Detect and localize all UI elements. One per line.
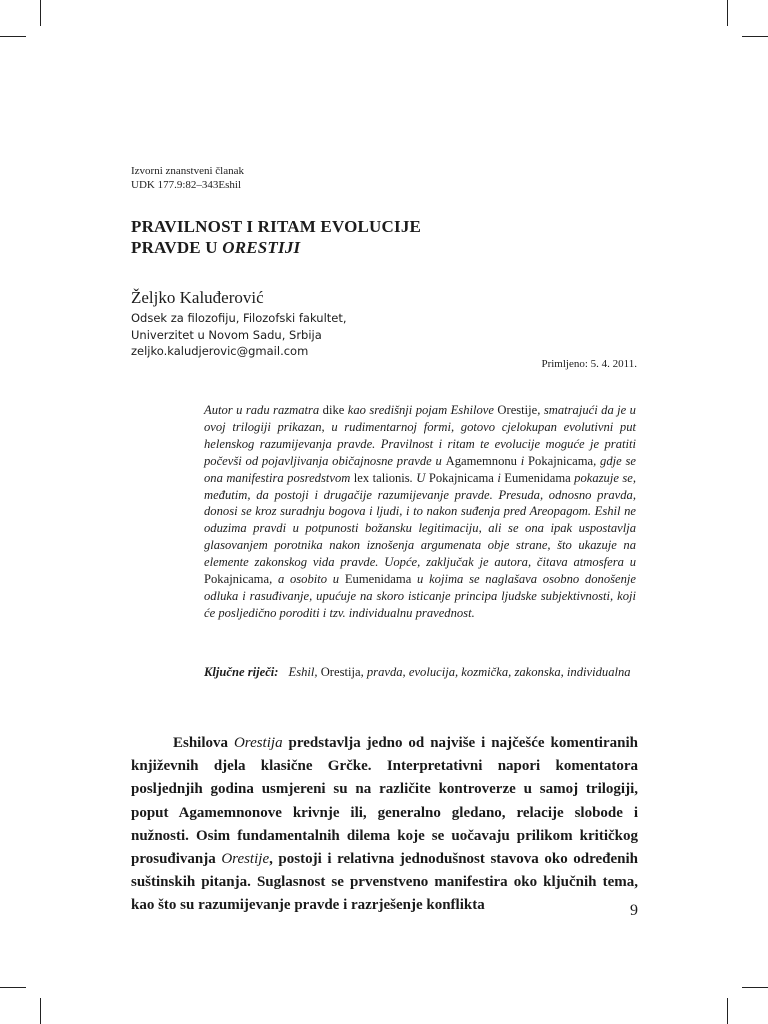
crop-mark-top-left-v bbox=[40, 0, 41, 26]
body-text: , postoji i relativna jednodušnost stavova oko određenih suštinskih pitanja. Suglasnost se prvenstveno manifestira oko ključnih tema, kao što su razumijevanje pravde i razrješenje konflikta bbox=[131, 851, 638, 914]
body-text: predstavlja jedno od najviše i najčešće komentiranih književnih djela klasične Grčke. Interpretativni napori komentatora posljednjih godina usmjereni su na različite kontroverze u samoj trilogiji, poput Agamemnonove krivnje ili, generalno gledano, relacije slobode i nužnosti. Osim fundamentalnih dilema koje se uočavaju prilikom kritičkog prosuđivanja bbox=[131, 735, 638, 868]
abstract-term: Eumenidama bbox=[504, 470, 571, 485]
abstract-term: Pokajnicama bbox=[428, 470, 494, 485]
abstract-term: Pokajnicama bbox=[204, 572, 270, 587]
abstract-term: dike bbox=[322, 403, 345, 417]
abstract-term: Agamemnonu bbox=[445, 453, 517, 468]
author-email[interactable]: zeljko.kaludjerovic@gmail.com bbox=[131, 344, 309, 358]
abstract-text: . U bbox=[409, 470, 429, 485]
abstract-term: Pokajnicama bbox=[528, 453, 594, 468]
crop-mark-bottom-left-v bbox=[40, 998, 41, 1024]
author-name: Željko Kaluđerović bbox=[131, 288, 264, 307]
keywords-list bbox=[289, 664, 636, 681]
abstract-text: Autor u radu razmatra bbox=[204, 403, 323, 417]
abstract-term: Orestije bbox=[497, 403, 538, 417]
title-line-2-prefix: PRAVDE U bbox=[131, 238, 223, 257]
keyword-text: Eshil, bbox=[288, 665, 321, 679]
body-italic: Orestija bbox=[233, 735, 283, 751]
crop-mark-bottom-right-v bbox=[727, 998, 728, 1024]
article-meta bbox=[131, 164, 244, 192]
crop-mark-bottom-left-h bbox=[0, 987, 26, 988]
author-affiliation bbox=[131, 310, 347, 360]
abstract-term: lex talionis bbox=[353, 470, 410, 485]
abstract-text: u kojima se naglašava osobno donošenje odluka i rasuđivanje, upućuje na skoro isticanje principa ljudske subjektivnosti, koji će posljedično poroditi i tzv. individualnu pravednost. bbox=[204, 572, 636, 620]
body-paragraph bbox=[131, 732, 638, 918]
abstract-text: kao središnji pojam Eshilove bbox=[344, 403, 498, 417]
udk-code: UDK 177.9:82–343Eshil bbox=[131, 179, 241, 191]
title-line-1: PRAVILNOST I RITAM EVOLUCIJE bbox=[131, 217, 422, 236]
article-title bbox=[131, 216, 421, 258]
abstract-text: i bbox=[516, 453, 529, 468]
page-number: 9 bbox=[630, 902, 638, 919]
abstract-text: , gdje se ona manifestira posredstvom bbox=[204, 453, 636, 485]
keyword-term: Orestija bbox=[320, 665, 361, 679]
keywords-label: Ključne riječi: bbox=[204, 665, 279, 679]
abstract bbox=[204, 402, 636, 622]
abstract-text: , smatrajući da je u ovoj trilogiji prikazan, u rudimentarnoj formi, gotovo cjelokupan evolutivni put helenskog razumijevanja pravde. Pravilnost i ritam te evolucije moguće je pratiti počevši od pojavljivanja običajnosne pravde u bbox=[204, 403, 636, 468]
abstract-text: pokazuje se, međutim, da postoji i drugačije razumijevanje pravde. Presuda, odnosno pravda, donosi se kroz suradnju bogova i ljudi, i to nakon suđenja pred Areopagom. Eshil ne oduzima pravdi u potpunosti božansku legitimaciju, ali se ona ipak uspostavlja glasovanjem porotnika nakon iznošenja argumenata obje strane, što ukazuje na elemente zakonskog vida pravde. Uopće, zaključak je autora, čitava atmosfera u bbox=[204, 470, 637, 570]
abstract-text: , a osobito u bbox=[269, 572, 345, 587]
article-type: Izvorni znanstveni članak bbox=[131, 165, 245, 177]
keywords bbox=[204, 664, 636, 681]
abstract-term: Eumenidama bbox=[344, 572, 412, 587]
received-date: Primljeno: 5. 4. 2011. bbox=[541, 358, 637, 370]
crop-mark-top-left-h bbox=[0, 36, 26, 37]
body-italic: Orestije bbox=[221, 851, 270, 868]
abstract-text: i bbox=[493, 470, 505, 485]
title-line-2 bbox=[131, 237, 421, 258]
affiliation-university: Univerzitet u Novom Sadu, Srbija bbox=[131, 327, 322, 342]
body-text: Eshilova bbox=[173, 735, 234, 751]
crop-mark-bottom-right-h bbox=[742, 987, 768, 988]
crop-mark-top-right-h bbox=[742, 36, 768, 37]
affiliation-dept: Odsek za filozofiju, Filozofski fakultet, bbox=[131, 311, 347, 325]
keyword-text: , pravda, evolucija, kozmička, zakonska, individualna bbox=[360, 665, 631, 679]
crop-mark-top-right-v bbox=[727, 0, 728, 26]
title-line-2-italic: ORESTIJI bbox=[222, 238, 301, 257]
